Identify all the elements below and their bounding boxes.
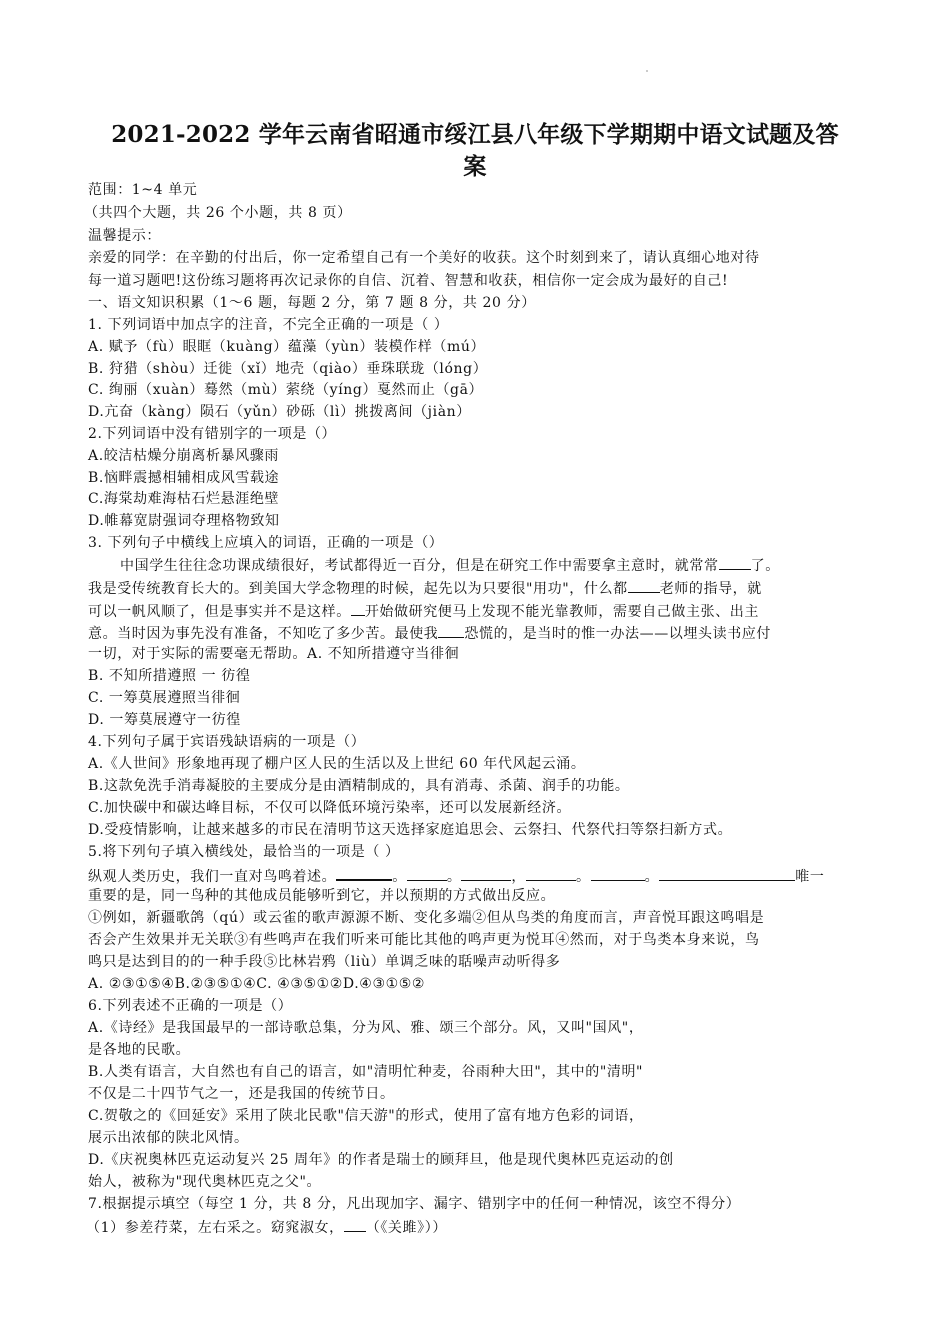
q2-option-a: A.皎洁枯燥分崩离析暴风骤雨 (88, 448, 279, 464)
q1-option-d: D.亢奋（kàng）陨石（yǔn）砂砾（lì）挑拨离间（jiàn） (88, 404, 471, 420)
blank (719, 555, 751, 570)
document-title-line1: 2021-2022 学年云南省昭通市绥江县八年级下学期期中语文试题及答 (111, 121, 839, 148)
tip-line-2: 每一道习题吧!这份练习题将再次记录你的自信、沉着、智慧和收获，相信你一定会成为最好的自己! (88, 273, 729, 289)
q7-item-text: （1）参差荇菜，左右采之。窈窕淑女， (86, 1220, 344, 1236)
q5-mark: ， (511, 869, 527, 885)
q5-line-3: ①例如，新疆歌鸽（qú）或云雀的歌声源源不断、变化多端②但从鸟类的角度而言，声音悦耳跟这鸣唱是 (88, 910, 765, 926)
blank (461, 866, 511, 881)
scan-dot (646, 70, 648, 72)
q6-stem: 6.下列表述不正确的一项是（） (88, 998, 293, 1014)
document-title-line2: 案 (463, 153, 487, 180)
q5-line-5: 鸣只是达到目的的一种手段⑤比林岩鸦（liù）单调乏味的聒噪声动听得多 (88, 954, 561, 970)
blank (336, 865, 392, 881)
q1-option-b: B. 狩猎（shòu）迁徙（xǐ）地壳（qiào）垂珠联珑（lóng） (88, 361, 488, 377)
q3-passage-line3 (88, 601, 759, 621)
tip-label: 温馨提示： (88, 228, 161, 244)
blank (591, 866, 645, 881)
q3-text: 老师的指导，就 (659, 581, 762, 597)
q4-option-b: B.这款免洗手消毒凝胶的主要成分是由酒精制成的，具有消毒、杀菌、润手的功能。 (88, 778, 630, 794)
section-heading: 一、语文知识积累（1～6 题，每题 2 分，第 7 题 8 分，共 20 分） (88, 295, 536, 311)
q6-option-d-2: 始人，被称为"现代奥林匹克之父"。 (88, 1174, 322, 1190)
scope-line: 范围：1~4 单元 (88, 182, 198, 198)
blank (659, 866, 795, 881)
q2-stem: 2.下列词语中没有错别字的一项是（） (88, 426, 337, 442)
q3-text: 我是受传统教育长大的。到美国大学念物理的时候，起先以为只要很"用功"，什么都 (88, 581, 628, 597)
q5-fill-line (88, 865, 824, 886)
blank (438, 623, 464, 638)
q5-lead: 纵观人类历史，我们一直对鸟鸣着述。 (88, 869, 337, 885)
q5-mark: 。 (644, 869, 660, 885)
blank (526, 866, 576, 881)
q3-text: 开始做研究便马上发现不能光靠教师，需要自己做主张、出主 (364, 604, 760, 620)
blank (344, 1217, 366, 1232)
q6-option-a-1: A.《诗经》是我国最早的一部诗歌总集，分为风、雅、颂三个部分。风，又叫"国风"， (88, 1020, 644, 1036)
q3-text: 可以一帆风顺了，但是事实并不是这样。 (88, 604, 351, 620)
q1-stem: 1. 下列词语中加点字的注音，不完全正确的一项是（ ） (88, 317, 449, 333)
q5-tail: 唯一 (795, 869, 825, 885)
q6-option-b-1: B.人类有语言，大自然也有自己的语言，如"清明忙种麦，谷雨种大田"，其中的"清明" (88, 1064, 644, 1080)
q4-stem: 4.下列句子属于宾语残缺语病的一项是（） (88, 734, 366, 750)
q3-option-d: D. 一筹莫展遵守一彷徨 (88, 712, 241, 728)
q7-stem: 7.根据提示填空（每空 1 分，共 8 分，凡出现加字、漏字、错别字中的任何一种情况，该空不得分） (88, 1196, 741, 1212)
q3-option-b: B. 不知所措遵照 一 彷徨 (88, 668, 251, 684)
q6-option-d-1: D.《庆祝奥林匹克运动复兴 25 周年》的作者是瑞士的顾拜旦，他是现代奥林匹克运动的创 (88, 1152, 674, 1168)
q7-item-text: （《关雎》）） (365, 1220, 447, 1236)
q4-option-c: C.加快碳中和碳达峰目标，不仅可以降低环境污染率，还可以发展新经济。 (88, 800, 572, 816)
q6-option-c-1: C.贺敬之的《回延安》采用了陕北民歌"信天游"的形式，使用了富有地方色彩的词语， (88, 1108, 644, 1124)
q5-stem: 5.将下列句子填入横线处，最恰当的一项是（ ） (88, 844, 400, 860)
q5-line-2: 重要的是，同一鸟种的其他成员能够听到它，并以预期的方式做出反应。 (88, 888, 556, 904)
q1-option-c: C. 绚丽（xuàn）蓦然（mù）萦绕（yíng）戛然而止（gā） (88, 382, 484, 398)
q3-text: 了。 (750, 558, 780, 574)
q3-passage-line5: 一切，对于实际的需要毫无帮助。A. 不知所措遵守当徘徊 (88, 646, 460, 662)
q5-mark: 。 (446, 869, 462, 885)
q6-option-c-2: 展示出浓郁的陕北风情。 (88, 1130, 249, 1146)
tip-line-1: 亲爱的同学：在辛勤的付出后，你一定希望自己有一个美好的收获。这个时刻到来了，请认真细心地对待 (88, 250, 760, 266)
q3-passage-line4 (88, 623, 771, 643)
q5-mark: 。 (576, 869, 591, 885)
q2-option-c: C.海棠劫难海枯石烂悬涯绝壁 (88, 491, 280, 507)
q6-option-b-2: 不仅是二十四节气之一，还是我国的传统节日。 (88, 1086, 395, 1102)
summary-line: （共四个大题，共 26 个小题，共 8 页） (84, 205, 352, 221)
q5-mark: 。 (392, 869, 407, 885)
q5-line-4: 否会产生效果并无关联③有些鸣声在我们听来可能比其他的鸣声更为悦耳④然而，对于鸟类本身来说，鸟 (88, 932, 760, 948)
q3-text: 中国学生往往念功课成绩很好，考试都得近一百分，但是在研究工作中需要拿主意时，就常常 (120, 558, 719, 574)
blank (628, 578, 660, 593)
q6-option-a-2: 是各地的民歌。 (88, 1042, 191, 1058)
q2-option-d: D.帷幕宽尉强词夺理格物致知 (88, 513, 280, 529)
q4-option-a: A.《人世间》形象地再现了棚户区人民的生活以及上世纪 60 年代风起云涌。 (88, 756, 586, 772)
q3-stem: 3. 下列句子中横线上应填入的词语，正确的一项是（） (88, 535, 444, 551)
q4-option-d: D.受疫情影响，让越来越多的市民在清明节这天选择家庭追思会、云祭扫、代祭代扫等祭扫新方式。 (88, 822, 733, 838)
q3-passage-line1 (120, 555, 780, 575)
q1-option-a: A. 赋予（fù）眼眶（kuàng）蕴藻（yùn）装模作样（mú） (88, 339, 486, 355)
blank (407, 866, 447, 881)
q5-options: A. ②③①⑤④B.②③⑤①④C. ④③⑤①②D.④③①⑤② (88, 976, 426, 992)
q2-option-b: B.恼畔震撼相辅相成风雪载途 (88, 470, 280, 486)
blank (351, 601, 365, 616)
q3-passage-line2 (88, 578, 762, 598)
q3-text: 意。当时因为事先没有准备，不知吃了多少苦。最使我 (88, 626, 439, 642)
q3-option-c: C. 一筹莫展遵照当徘徊 (88, 690, 241, 706)
q3-text: 恐慌的，是当时的惟一办法——以埋头读书应付 (464, 626, 772, 642)
q7-item-1 (86, 1217, 447, 1237)
